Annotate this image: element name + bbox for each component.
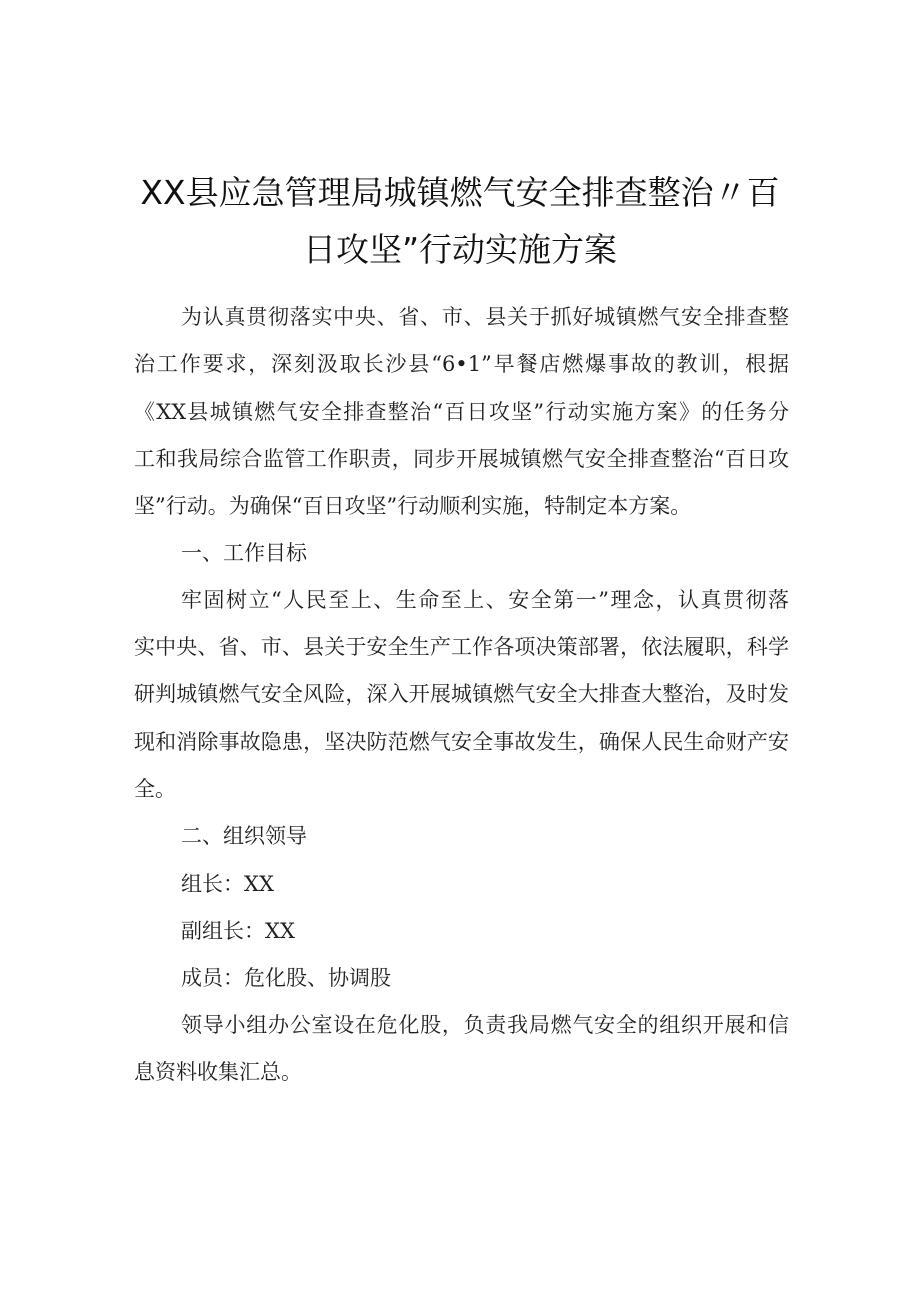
intro-line: 为认真贯彻落实中央、省、市、县关于抓好城镇燃气安全排查整 xyxy=(181,305,789,329)
section-heading-work-goal: 一、工作目标 xyxy=(181,541,307,565)
section1-line: 研判城镇燃气安全风险，深入开展城镇燃气安全大排查大整治，及时发 xyxy=(134,682,789,706)
document-title-line-1: XX县应急管理局城镇燃气安全排查整治〃百 xyxy=(140,173,780,212)
office-line: 领导小组办公室设在危化股，负责我局燃气安全的组织开展和信 xyxy=(181,1013,789,1037)
section1-line: 实中央、省、市、县关于安全生产工作各项决策部署，依法履职，科学 xyxy=(134,635,789,659)
intro-line: 坚”行动。为确保“百日攻坚”行动顺利实施，特制定本方案。 xyxy=(134,494,692,518)
members-line: 成员：危化股、协调股 xyxy=(181,966,391,990)
document-title-line-2: 日攻坚”行动实施方案 xyxy=(302,230,618,269)
deputy-leader-line: 副组长：XX xyxy=(181,919,295,943)
intro-line: 工和我局综合监管工作职责，同步开展城镇燃气安全排查整治“百日攻 xyxy=(134,447,789,471)
intro-line: 治工作要求，深刻汲取长沙县“6•1”早餐店燃爆事故的教训，根据 xyxy=(134,352,789,376)
section-heading-organization: 二、组织领导 xyxy=(181,824,307,848)
section1-line: 现和消除事故隐患，坚决防范燃气安全事故发生，确保人民生命财产安 xyxy=(134,730,789,754)
office-line: 息资料收集汇总。 xyxy=(134,1060,302,1084)
intro-line: 《XX县城镇燃气安全排查整治“百日攻坚”行动实施方案》的任务分 xyxy=(134,400,789,424)
section1-line: 牢固树立“人民至上、生命至上、安全第一”理念，认真贯彻落 xyxy=(181,588,789,612)
leader-line: 组长：XX xyxy=(181,872,274,896)
section1-line: 全。 xyxy=(134,777,176,801)
